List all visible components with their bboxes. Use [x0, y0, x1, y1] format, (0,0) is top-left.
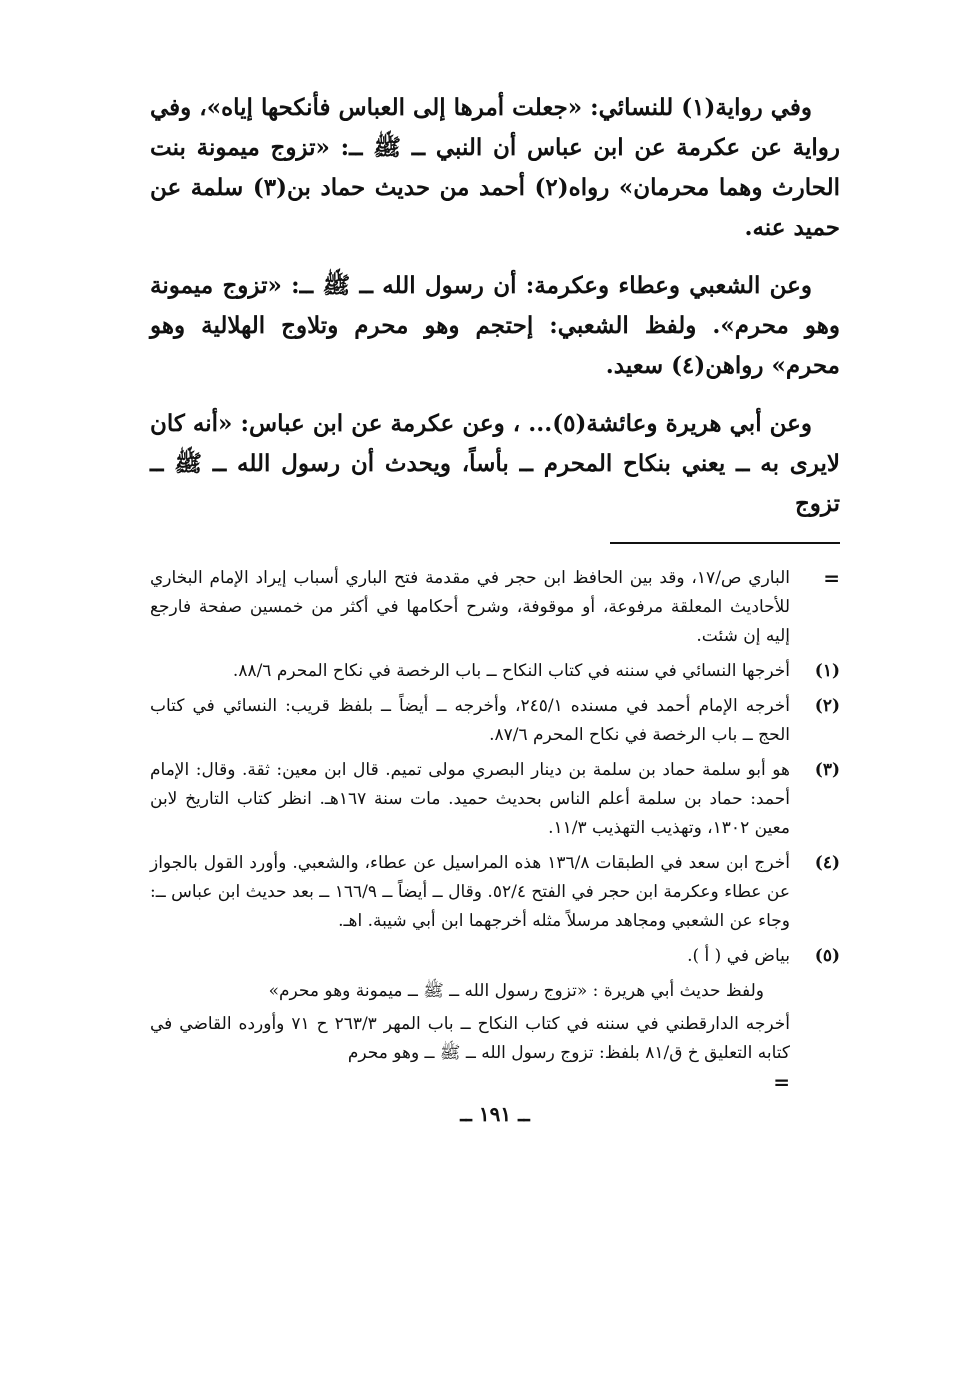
page-number: ــ ١٩١ ــ — [460, 1102, 530, 1126]
footnote-continuation — [150, 564, 840, 651]
footnote-text: هو أبو سلمة حماد بن سلمة بن دينار البصري مولى تميم. قال ابن معين: ثقة. وقال: الإمام أحمد: حماد بن سلمة أعلم الناس بحديث حميد. مات سنة ١٦٧هـ. انظر كتاب التاريخ لابن معين ١٣٠٢، وتهذيب التهذيب ١١/٣. — [150, 760, 790, 838]
footnote-text: بياض في ( أ ). — [687, 946, 790, 966]
footnote-number: (١) — [814, 661, 840, 681]
footnote-5-continuation-a: ولفظ حديث أبي هريرة : «تزوج رسول الله ــ ﷺ ــ ميمونة وهو محرم» — [268, 981, 764, 1001]
main-text — [150, 88, 840, 524]
footnotes — [150, 564, 840, 1092]
footnote-number: (٥) — [814, 946, 840, 966]
footnote-separator — [610, 542, 840, 544]
footnote-5-continuation-b: أخرجه الدارقطني في سننه في كتاب النكاح ــ باب المهر ٢٦٣/٣ ح ٧١ وأورده القاضي في كتابه التعليق خ ق/٨١ بلفظ: تزوج رسول الله ــ ﷺ ــ وهو محرم — [150, 1014, 791, 1063]
footnote-text: أخرجها النسائي في سننه في كتاب النكاح ــ باب الرخصة في نكاح المحرم ٨٨/٦. — [232, 661, 790, 681]
footnote-number: (٣) — [814, 760, 840, 780]
continuation-mark: = — [823, 566, 840, 590]
continues-mark: = — [773, 1070, 790, 1094]
main-paragraph-2: وعن الشعبي وعطاء وعكرمة: أن رسول الله ــ ﷺ ــ: «تزوج ميمونة وهو محرم». ولفظ الشعبي: إحتجم وهو محرم وتلاوج الهلالية وهو محرم» رواهن(٤) سعيد. — [150, 272, 840, 379]
footnote-2 — [150, 692, 840, 750]
footnote-continuation-text: الباري ص/١٧، وقد بين الحافظ ابن حجر في مقدمة فتح الباري أسباب إيراد الإمام البخاري للأحاديث المعلقة مرفوعة، أو موقوفة، وشرح أحكامها في أكثر من خمسين صفحة فارجع إليه إن شئت. — [150, 568, 790, 646]
main-paragraph-1: وفي رواية(١) للنسائي: «جعلت أمرها إلى العباس فأنكحها إياه»، وفي رواية عن عكرمة عن ابن عباس أن النبي ــ ﷺ ــ: «تزوج ميمونة بنت الحارث وهما محرمان» رواه(٢) أحمد من حديث حماد بن(٣) سلمة عن حميد عنه. — [150, 94, 840, 241]
main-paragraph-3: وعن أبي هريرة وعائشة(٥)... ، وعن عكرمة عن ابن عباس: «أنه كان لايرى به ــ يعني بنكاح المحرم ــ بأساً، ويحدث أن رسول الله ــ ﷺ ــ تزوج — [150, 410, 840, 517]
footnote-text: أخرج ابن سعد في الطبقات ١٣٦/٨ هذه المراسيل عن عطاء، والشعبي. وأورد القول بالجواز عن عطاء وعكرمة ابن حجر في الفتح ٥٢/٤. وقال ــ أيضاً ــ ١٦٦/٩ ــ بعد حديث ابن عباس ــ: وجاء عن الشعبي ومجاهد مرسلاً مثله أخرجهما ابن أبي شيبة. اهـ. — [150, 853, 790, 931]
footnote-3 — [150, 756, 840, 843]
footnote-5 — [150, 942, 840, 971]
footnote-text: أخرجه الإمام أحمد في مسنده ٢٤٥/١، وأخرجه ــ أيضاً ــ بلفظ قريب: النسائي في كتاب الحج ــ باب الرخصة في نكاح المحرم ٨٧/٦. — [150, 696, 790, 745]
book-page — [150, 88, 840, 1126]
footnote-number: (٢) — [814, 696, 840, 716]
footnote-4 — [150, 849, 840, 936]
footnote-1 — [150, 657, 840, 686]
footnote-number: (٤) — [814, 853, 840, 873]
